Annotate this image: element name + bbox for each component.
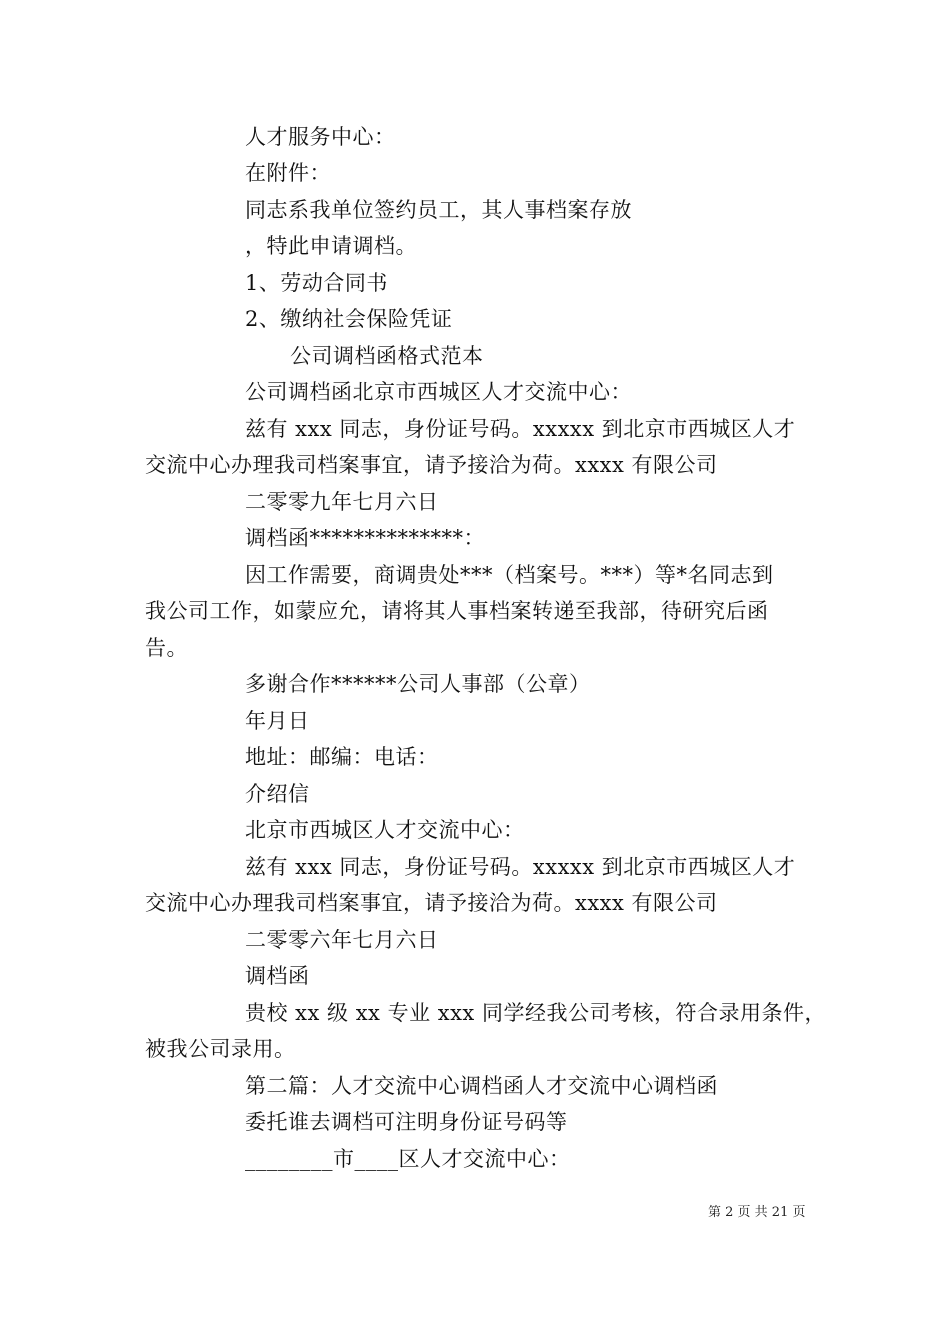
text-line: 地址：邮编：电话：	[245, 745, 439, 769]
text-line: 在附件：	[245, 161, 331, 185]
text-line: 公司调档函北京市西城区人才交流中心：	[245, 380, 632, 404]
section-title: 介绍信	[245, 782, 310, 806]
text-line: 人才服务中心：	[245, 125, 396, 149]
text-line: 北京市西城区人才交流中心：	[245, 818, 525, 842]
text-line: ________市____区人才交流中心：	[245, 1147, 571, 1171]
text-line: 贵校 xx 级 xx 专业 xxx 同学经我公司考核，符合录用条件，	[245, 1001, 826, 1025]
text-line: 被我公司录用。	[145, 1037, 296, 1061]
text-line: 同志系我单位签约员工，其人事档案存放	[245, 198, 632, 222]
text-line: 兹有 xxx 同志，身份证号码。xxxxx 到北京市西城区人才	[245, 855, 796, 879]
text-line: 交流中心办理我司档案事宜，请予接洽为荷。xxxx 有限公司	[145, 891, 718, 915]
section-title: 调档函	[245, 964, 310, 988]
section-title: 第二篇：人才交流中心调档函人才交流中心调档函	[245, 1074, 718, 1098]
date-line: 二零零六年七月六日	[245, 928, 439, 952]
list-item: 1、劳动合同书	[245, 271, 388, 295]
text-line: ，特此申请调档。	[245, 234, 417, 258]
text-line: 交流中心办理我司档案事宜，请予接洽为荷。xxxx 有限公司	[145, 453, 718, 477]
text-line: 告。	[145, 636, 188, 660]
date-line: 二零零九年七月六日	[245, 490, 439, 514]
date-line: 年月日	[245, 709, 310, 733]
text-line: 我公司工作，如蒙应允，请将其人事档案转递至我部，待研究后函	[145, 599, 769, 623]
list-item: 2、缴纳社会保险凭证	[245, 307, 453, 331]
text-line: 调档函**************：	[245, 526, 485, 550]
text-line: 兹有 xxx 同志，身份证号码。xxxxx 到北京市西城区人才	[245, 417, 796, 441]
text-line: 委托谁去调档可注明身份证号码等	[245, 1110, 568, 1134]
text-line: 多谢合作******公司人事部（公章）	[245, 672, 591, 696]
text-line: 因工作需要，商调贵处***（档案号。***）等*名同志到	[245, 563, 774, 587]
section-title: 公司调档函格式范本	[290, 344, 484, 368]
page-number-footer: 第 2 页 共 21 页	[708, 1205, 806, 1220]
